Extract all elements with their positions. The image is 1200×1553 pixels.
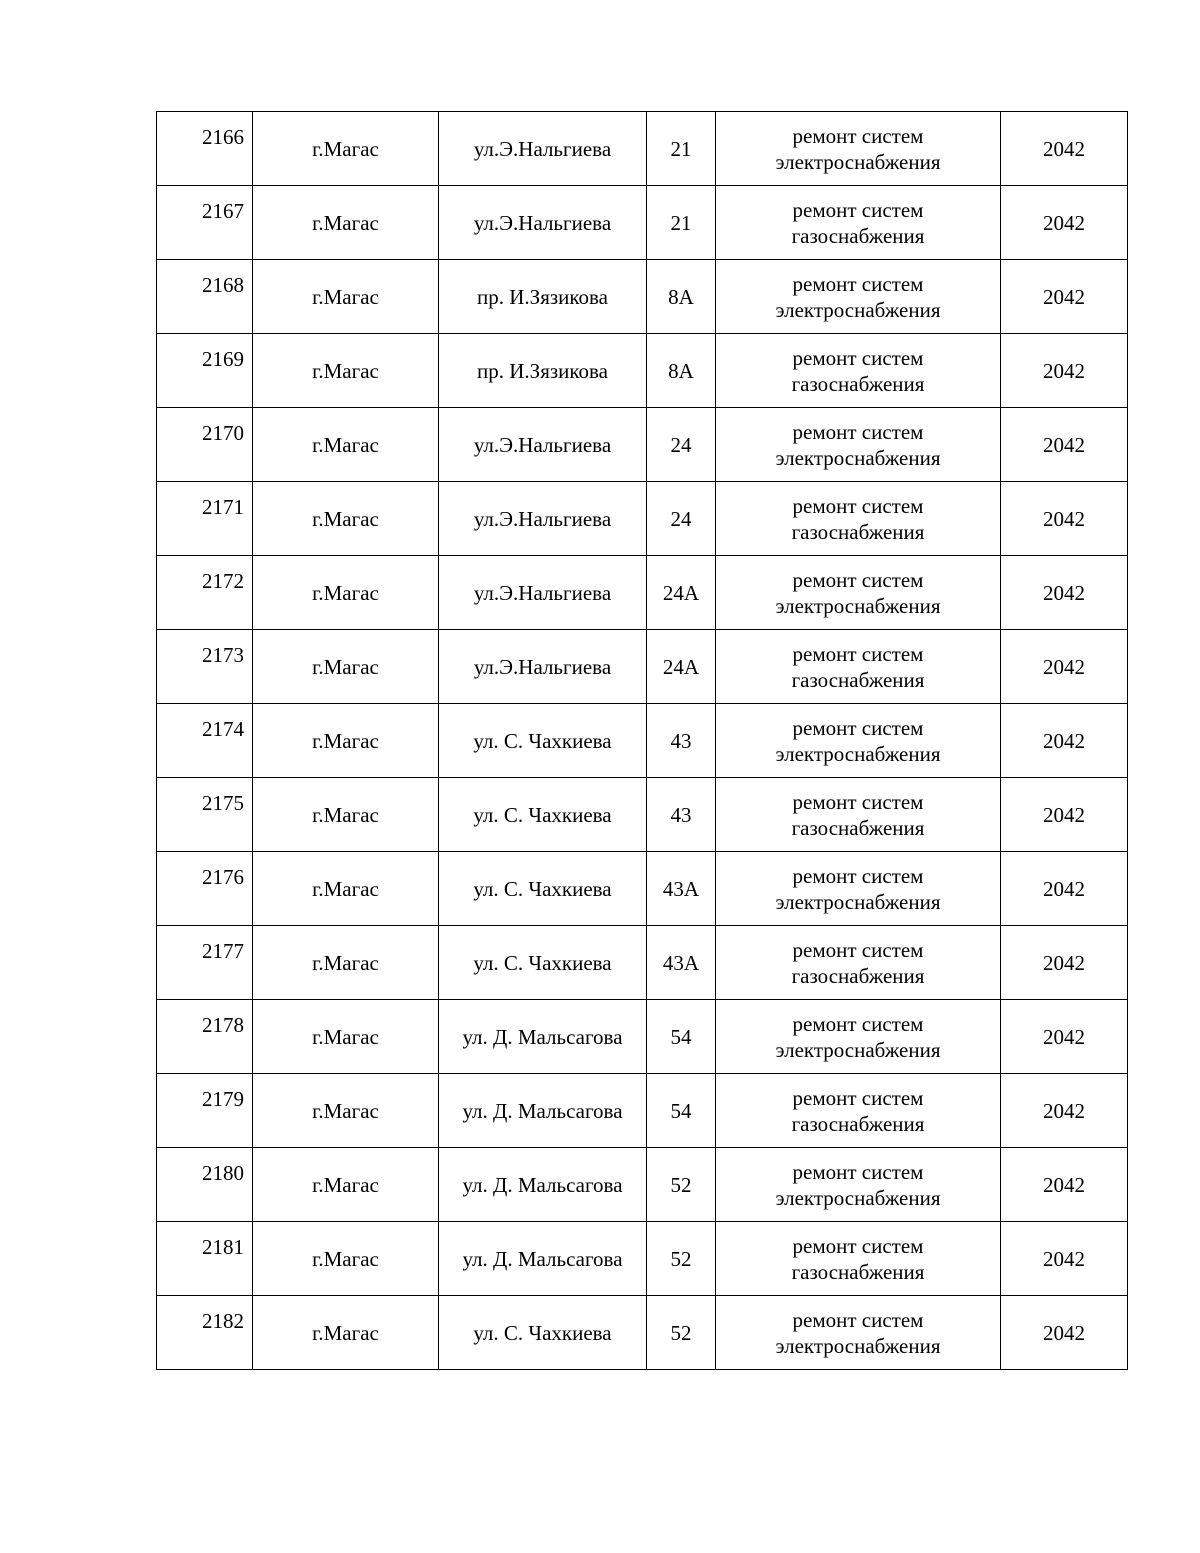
house-number-cell: 24 (647, 408, 716, 482)
work-type-line-1: ремонт систем (792, 345, 924, 370)
city-cell: г.Магас (253, 1222, 439, 1296)
work-type-cell (716, 1222, 1001, 1296)
house-number-cell: 52 (647, 1222, 716, 1296)
street-cell: ул. С. Чахкиева (439, 852, 647, 926)
street-cell: пр. И.Зязикова (439, 334, 647, 408)
row-number-cell: 2171 (157, 482, 253, 556)
work-type-cell (716, 630, 1001, 704)
house-number-cell: 54 (647, 1000, 716, 1074)
house-number-cell: 43 (647, 704, 716, 778)
row-number-cell: 2177 (157, 926, 253, 1000)
house-number-cell: 43А (647, 852, 716, 926)
work-type-line-2: газоснабжения (791, 1259, 925, 1284)
row-number-cell: 2182 (157, 1296, 253, 1370)
house-number-cell: 24А (647, 630, 716, 704)
work-type-cell (716, 260, 1001, 334)
city-cell: г.Магас (253, 1074, 439, 1148)
work-type-line-2: электроснабжения (775, 889, 941, 914)
house-number-cell: 21 (647, 112, 716, 186)
city-cell: г.Магас (253, 926, 439, 1000)
street-cell: ул. Д. Мальсагова (439, 1148, 647, 1222)
row-number-cell: 2166 (157, 112, 253, 186)
row-number-cell: 2167 (157, 186, 253, 260)
work-type-line-2: электроснабжения (775, 1037, 941, 1062)
year-cell: 2042 (1001, 186, 1128, 260)
row-number-cell: 2181 (157, 1222, 253, 1296)
year-cell: 2042 (1001, 1222, 1128, 1296)
year-cell: 2042 (1001, 630, 1128, 704)
work-type-line-2: электроснабжения (775, 593, 941, 618)
work-type-line-2: газоснабжения (791, 963, 925, 988)
table-row (157, 1296, 1128, 1370)
work-type-line-2: газоснабжения (791, 519, 925, 544)
table-row (157, 1222, 1128, 1296)
work-type-line-1: ремонт систем (792, 1085, 924, 1110)
city-cell: г.Магас (253, 112, 439, 186)
house-number-cell: 52 (647, 1296, 716, 1370)
city-cell: г.Магас (253, 630, 439, 704)
row-number-cell: 2175 (157, 778, 253, 852)
work-type-line-1: ремонт систем (792, 641, 924, 666)
table-row (157, 704, 1128, 778)
city-cell: г.Магас (253, 556, 439, 630)
row-number-cell: 2176 (157, 852, 253, 926)
city-cell: г.Магас (253, 482, 439, 556)
work-type-cell (716, 112, 1001, 186)
work-type-line-1: ремонт систем (792, 197, 924, 222)
table-row (157, 186, 1128, 260)
work-type-line-2: электроснабжения (775, 445, 941, 470)
row-number-cell: 2169 (157, 334, 253, 408)
row-number-cell: 2172 (157, 556, 253, 630)
city-cell: г.Магас (253, 408, 439, 482)
work-type-line-2: газоснабжения (791, 371, 925, 396)
work-type-line-1: ремонт систем (792, 715, 924, 740)
work-type-line-2: электроснабжения (775, 149, 941, 174)
street-cell: ул. Д. Мальсагова (439, 1074, 647, 1148)
table-row (157, 1148, 1128, 1222)
year-cell: 2042 (1001, 1000, 1128, 1074)
table-row (157, 334, 1128, 408)
year-cell: 2042 (1001, 704, 1128, 778)
table-row (157, 556, 1128, 630)
work-type-line-2: газоснабжения (791, 1111, 925, 1136)
work-type-cell (716, 1148, 1001, 1222)
table-row (157, 852, 1128, 926)
work-type-cell (716, 926, 1001, 1000)
table-row (157, 1000, 1128, 1074)
row-number-cell: 2170 (157, 408, 253, 482)
street-cell: ул.Э.Нальгиева (439, 112, 647, 186)
city-cell: г.Магас (253, 186, 439, 260)
repair-schedule-table (156, 111, 1128, 1370)
year-cell: 2042 (1001, 1148, 1128, 1222)
year-cell: 2042 (1001, 778, 1128, 852)
city-cell: г.Магас (253, 334, 439, 408)
work-type-cell (716, 482, 1001, 556)
street-cell: ул. С. Чахкиева (439, 778, 647, 852)
street-cell: ул. Д. Мальсагова (439, 1000, 647, 1074)
row-number-cell: 2174 (157, 704, 253, 778)
table-row (157, 926, 1128, 1000)
work-type-cell (716, 408, 1001, 482)
work-type-line-2: электроснабжения (775, 1185, 941, 1210)
city-cell: г.Магас (253, 260, 439, 334)
year-cell: 2042 (1001, 926, 1128, 1000)
work-type-line-1: ремонт систем (792, 123, 924, 148)
street-cell: ул.Э.Нальгиева (439, 630, 647, 704)
city-cell: г.Магас (253, 1000, 439, 1074)
table-row (157, 408, 1128, 482)
year-cell: 2042 (1001, 1296, 1128, 1370)
work-type-line-1: ремонт систем (792, 863, 924, 888)
house-number-cell: 52 (647, 1148, 716, 1222)
work-type-cell (716, 556, 1001, 630)
work-type-line-2: газоснабжения (791, 815, 925, 840)
city-cell: г.Магас (253, 1148, 439, 1222)
house-number-cell: 8А (647, 260, 716, 334)
house-number-cell: 24А (647, 556, 716, 630)
table-row (157, 482, 1128, 556)
work-type-line-1: ремонт систем (792, 567, 924, 592)
street-cell: ул.Э.Нальгиева (439, 556, 647, 630)
street-cell: пр. И.Зязикова (439, 260, 647, 334)
house-number-cell: 8А (647, 334, 716, 408)
year-cell: 2042 (1001, 556, 1128, 630)
house-number-cell: 54 (647, 1074, 716, 1148)
work-type-line-2: газоснабжения (791, 667, 925, 692)
work-type-line-2: электроснабжения (775, 741, 941, 766)
work-type-cell (716, 1000, 1001, 1074)
work-type-line-1: ремонт систем (792, 1307, 924, 1332)
work-type-cell (716, 1074, 1001, 1148)
work-type-line-1: ремонт систем (792, 789, 924, 814)
work-type-cell (716, 1296, 1001, 1370)
table-row (157, 630, 1128, 704)
year-cell: 2042 (1001, 1074, 1128, 1148)
house-number-cell: 21 (647, 186, 716, 260)
table-row (157, 1074, 1128, 1148)
work-type-line-1: ремонт систем (792, 937, 924, 962)
house-number-cell: 24 (647, 482, 716, 556)
work-type-line-2: электроснабжения (775, 1333, 941, 1358)
year-cell: 2042 (1001, 482, 1128, 556)
row-number-cell: 2168 (157, 260, 253, 334)
city-cell: г.Магас (253, 852, 439, 926)
table-row (157, 112, 1128, 186)
street-cell: ул.Э.Нальгиева (439, 186, 647, 260)
table-row (157, 260, 1128, 334)
work-type-line-1: ремонт систем (792, 1159, 924, 1184)
work-type-line-2: электроснабжения (775, 297, 941, 322)
work-type-cell (716, 778, 1001, 852)
work-type-cell (716, 186, 1001, 260)
street-cell: ул. С. Чахкиева (439, 1296, 647, 1370)
work-type-line-1: ремонт систем (792, 271, 924, 296)
work-type-cell (716, 704, 1001, 778)
year-cell: 2042 (1001, 112, 1128, 186)
street-cell: ул.Э.Нальгиева (439, 408, 647, 482)
house-number-cell: 43А (647, 926, 716, 1000)
work-type-line-1: ремонт систем (792, 493, 924, 518)
year-cell: 2042 (1001, 260, 1128, 334)
work-type-line-1: ремонт систем (792, 1233, 924, 1258)
work-type-cell (716, 852, 1001, 926)
table-row (157, 778, 1128, 852)
street-cell: ул. Д. Мальсагова (439, 1222, 647, 1296)
city-cell: г.Магас (253, 1296, 439, 1370)
work-type-cell (716, 334, 1001, 408)
house-number-cell: 43 (647, 778, 716, 852)
year-cell: 2042 (1001, 852, 1128, 926)
street-cell: ул. С. Чахкиева (439, 704, 647, 778)
work-type-line-1: ремонт систем (792, 419, 924, 444)
work-type-line-1: ремонт систем (792, 1011, 924, 1036)
street-cell: ул.Э.Нальгиева (439, 482, 647, 556)
table-body (157, 112, 1128, 1370)
row-number-cell: 2179 (157, 1074, 253, 1148)
row-number-cell: 2173 (157, 630, 253, 704)
street-cell: ул. С. Чахкиева (439, 926, 647, 1000)
year-cell: 2042 (1001, 408, 1128, 482)
row-number-cell: 2178 (157, 1000, 253, 1074)
city-cell: г.Магас (253, 704, 439, 778)
year-cell: 2042 (1001, 334, 1128, 408)
row-number-cell: 2180 (157, 1148, 253, 1222)
work-type-line-2: газоснабжения (791, 223, 925, 248)
city-cell: г.Магас (253, 778, 439, 852)
